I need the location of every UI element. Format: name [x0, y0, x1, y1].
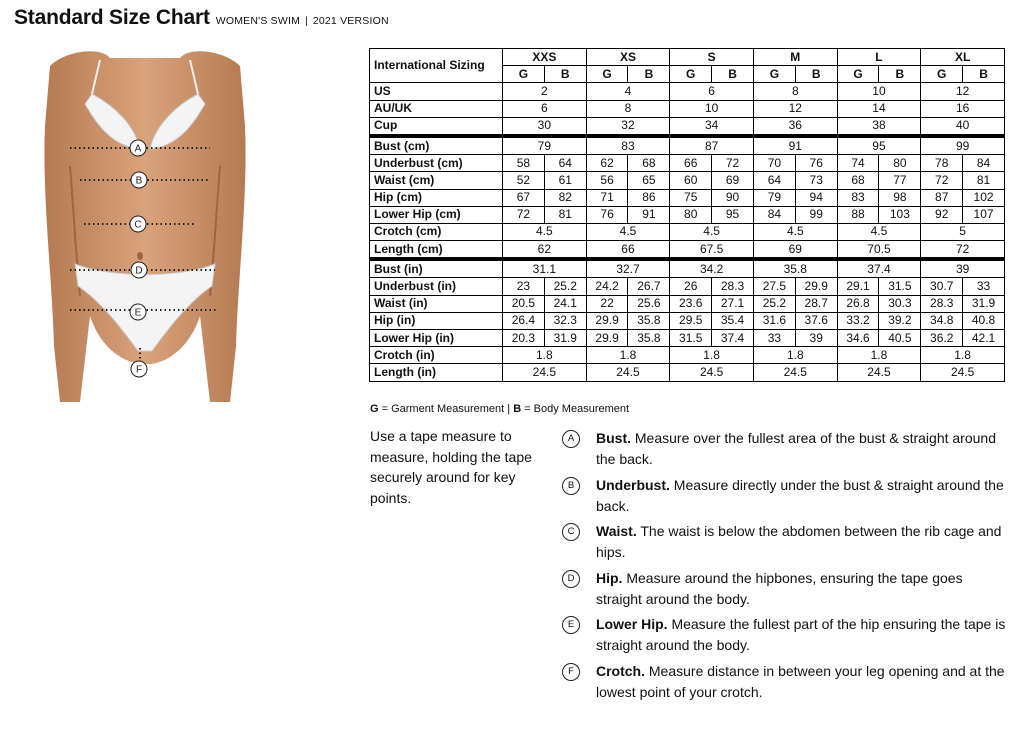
table-cell: 72	[503, 206, 545, 223]
table-cell: 66	[586, 241, 670, 260]
table-cell: 12	[753, 100, 837, 117]
instruction-description: Measure the fullest part of the hip ensuring the tape is straight around the body.	[596, 616, 1006, 653]
table-cell: 83	[837, 189, 879, 206]
table-cell: 73	[795, 172, 837, 189]
sub-label: G	[503, 66, 545, 83]
table-cell: 14	[837, 100, 921, 117]
table-cell: 4.5	[586, 223, 670, 240]
instruction-text	[596, 521, 1007, 563]
instruction-title: Underbust.	[596, 476, 670, 493]
table-cell: 69	[753, 241, 837, 260]
table-cell: 25.2	[544, 278, 586, 295]
instruction-description: Measure distance in between your leg opening and at the lowest point of your crotch.	[596, 662, 1005, 700]
table-cell: 78	[921, 155, 963, 172]
table-cell: 86	[628, 189, 670, 206]
instruction-description: Measure around the hipbones, ensuring the tape goes straight around the body.	[596, 569, 963, 607]
table-cell: 74	[837, 155, 879, 172]
figure-marker-c: C	[134, 219, 142, 231]
table-cell: 35.8	[628, 312, 670, 329]
measurement-instructions	[562, 428, 1007, 707]
table-cell: 84	[963, 155, 1005, 172]
legend-g-key: G	[370, 403, 379, 415]
table-cell: 1.8	[921, 347, 1005, 364]
table-cell: 24.5	[586, 364, 670, 381]
table-cell: 24.5	[503, 364, 587, 381]
table-cell: 32.7	[586, 259, 670, 278]
table-cell: 24.2	[586, 278, 628, 295]
instruction-title: Waist.	[596, 523, 637, 539]
table-cell: 99	[795, 206, 837, 223]
instruction-text	[596, 428, 1007, 470]
instruction-item	[562, 568, 1007, 615]
row-label: US	[370, 83, 503, 100]
table-row	[370, 136, 1005, 155]
table-cell: 25.6	[628, 295, 670, 312]
table-cell: 64	[753, 172, 795, 189]
row-label: Length (cm)	[370, 241, 503, 260]
instruction-title: Crotch.	[596, 662, 645, 679]
table-cell: 33.2	[837, 312, 879, 329]
table-cell: 28.3	[712, 278, 754, 295]
table-cell: 25.2	[753, 295, 795, 312]
table-cell: 10	[670, 100, 754, 117]
sub-label: B	[544, 66, 586, 83]
table-cell: 4.5	[670, 223, 754, 240]
size-header: XS	[586, 49, 670, 66]
instruction-description: Measure over the fullest area of the bust & straight around the back.	[596, 430, 996, 467]
instruction-item	[562, 475, 1007, 522]
table-cell: 103	[879, 206, 921, 223]
instruction-text	[596, 568, 1007, 610]
table-cell: 76	[795, 155, 837, 172]
instruction-title: Bust.	[596, 430, 631, 446]
table-cell: 34	[670, 117, 754, 136]
table-cell: 24.5	[753, 364, 837, 381]
table-cell: 28.7	[795, 295, 837, 312]
table-cell: 62	[586, 155, 628, 172]
table-cell: 61	[544, 172, 586, 189]
sub-label: B	[879, 66, 921, 83]
instruction-item	[562, 614, 1007, 661]
table-cell: 72	[921, 241, 1005, 260]
table-cell: 71	[586, 189, 628, 206]
sub-label: G	[670, 66, 712, 83]
table-row	[370, 206, 1005, 223]
instruction-marker: F	[562, 663, 580, 681]
table-cell: 4.5	[753, 223, 837, 240]
table-cell: 24.5	[670, 364, 754, 381]
sub-label: G	[753, 66, 795, 83]
figure-marker-d: D	[135, 265, 143, 277]
row-label: Cup	[370, 117, 503, 136]
table-cell: 4.5	[837, 223, 921, 240]
sub-label: G	[837, 66, 879, 83]
figure-marker-e: E	[134, 307, 142, 319]
row-label: Bust (in)	[370, 259, 503, 278]
table-cell: 33	[963, 278, 1005, 295]
version-label: 2021 VERSION	[312, 15, 389, 27]
sub-label: B	[712, 66, 754, 83]
table-cell: 31.1	[503, 259, 587, 278]
row-label: Lower Hip (cm)	[370, 206, 503, 223]
table-cell: 8	[753, 83, 837, 100]
table-cell: 29.9	[586, 330, 628, 347]
page-subtitle: WOMEN'S SWIM	[215, 15, 301, 27]
table-cell: 56	[586, 172, 628, 189]
table-cell: 20.5	[503, 295, 545, 312]
table-cell: 72	[921, 172, 963, 189]
table-row	[370, 312, 1005, 329]
table-cell: 1.8	[586, 347, 670, 364]
legend-g-text: = Garment Measurement	[378, 403, 508, 415]
table-row	[370, 172, 1005, 189]
instruction-marker: E	[562, 616, 580, 634]
table-cell: 80	[670, 206, 712, 223]
table-cell: 38	[837, 117, 921, 136]
table-cell: 68	[837, 172, 879, 189]
table-cell: 22	[586, 295, 628, 312]
table-cell: 37.6	[795, 312, 837, 329]
table-cell: 98	[879, 189, 921, 206]
table-header-row	[370, 49, 1005, 66]
sub-label: B	[795, 66, 837, 83]
instruction-text	[596, 661, 1007, 703]
table-cell: 77	[879, 172, 921, 189]
row-label: Underbust (cm)	[370, 155, 503, 172]
table-cell: 79	[753, 189, 795, 206]
table-row	[370, 83, 1005, 100]
table-cell: 39	[921, 259, 1005, 278]
table-cell: 31.5	[879, 278, 921, 295]
table-row	[370, 117, 1005, 136]
sub-label: G	[586, 66, 628, 83]
figure-marker-a: A	[134, 143, 142, 155]
table-cell: 29.1	[837, 278, 879, 295]
row-label: Length (in)	[370, 364, 503, 381]
table-cell: 40.8	[963, 312, 1005, 329]
table-cell: 34.8	[921, 312, 963, 329]
table-cell: 1.8	[837, 347, 921, 364]
instruction-description: The waist is below the abdomen between the rib cage and hips.	[596, 523, 1002, 560]
table-row	[370, 155, 1005, 172]
table-cell: 82	[544, 189, 586, 206]
table-cell: 68	[628, 155, 670, 172]
table-cell: 39.2	[879, 312, 921, 329]
table-cell: 66	[670, 155, 712, 172]
table-cell: 29.5	[670, 312, 712, 329]
table-cell: 69	[712, 172, 754, 189]
instruction-text	[596, 614, 1007, 656]
table-cell: 36	[753, 117, 837, 136]
instruction-marker: D	[562, 570, 580, 588]
table-cell: 32.3	[544, 312, 586, 329]
title-separator: |	[305, 15, 308, 27]
instruction-marker: A	[562, 430, 580, 448]
table-cell: 65	[628, 172, 670, 189]
table-row	[370, 241, 1005, 260]
table-cell: 107	[963, 206, 1005, 223]
table-cell: 29.9	[795, 278, 837, 295]
table-cell: 1.8	[670, 347, 754, 364]
table-cell: 28.3	[921, 295, 963, 312]
table-cell: 99	[921, 136, 1005, 155]
table-cell: 87	[921, 189, 963, 206]
legend-separator: |	[507, 403, 511, 415]
table-cell: 26.4	[503, 312, 545, 329]
table-cell: 80	[879, 155, 921, 172]
model-measurement-figure	[40, 46, 250, 402]
table-cell: 32	[586, 117, 670, 136]
row-label: Hip (cm)	[370, 189, 503, 206]
table-cell: 1.8	[753, 347, 837, 364]
table-cell: 83	[586, 136, 670, 155]
row-label: Bust (cm)	[370, 136, 503, 155]
table-cell: 6	[670, 83, 754, 100]
table-cell: 35.8	[628, 330, 670, 347]
table-cell: 91	[753, 136, 837, 155]
table-cell: 37.4	[837, 259, 921, 278]
table-cell: 42.1	[963, 330, 1005, 347]
table-cell: 67.5	[670, 241, 754, 260]
table-cell: 30.3	[879, 295, 921, 312]
table-cell: 37.4	[712, 330, 754, 347]
table-cell: 31.9	[544, 330, 586, 347]
instruction-item	[562, 661, 1007, 708]
size-header: XXS	[503, 49, 587, 66]
table-corner-label: International Sizing	[370, 49, 503, 83]
instruction-title: Hip.	[596, 569, 623, 586]
table-cell: 6	[503, 100, 587, 117]
figure-marker-b: B	[135, 175, 143, 187]
row-label: Waist (in)	[370, 295, 503, 312]
table-cell: 34.6	[837, 330, 879, 347]
intro-text: Use a tape measure to measure, holding the tape securely around for key points.	[370, 428, 532, 506]
size-chart-table	[369, 48, 1005, 382]
size-header: L	[837, 49, 921, 66]
table-cell: 30.7	[921, 278, 963, 295]
table-cell: 27.1	[712, 295, 754, 312]
table-cell: 81	[544, 206, 586, 223]
table-cell: 84	[753, 206, 795, 223]
table-cell: 26	[670, 278, 712, 295]
table-row	[370, 100, 1005, 117]
table-cell: 16	[921, 100, 1005, 117]
table-cell: 72	[712, 155, 754, 172]
table-cell: 24.5	[921, 364, 1005, 381]
instruction-item	[562, 521, 1007, 568]
instruction-title: Lower Hip.	[596, 616, 668, 632]
table-cell: 64	[544, 155, 586, 172]
row-label: Waist (cm)	[370, 172, 503, 189]
table-cell: 34.2	[670, 259, 754, 278]
table-cell: 31.5	[670, 330, 712, 347]
table-cell: 90	[712, 189, 754, 206]
table-cell: 67	[503, 189, 545, 206]
legend-b-text: = Body Measurement	[521, 403, 630, 415]
table-row	[370, 278, 1005, 295]
table-cell: 31.9	[963, 295, 1005, 312]
row-label: AU/UK	[370, 100, 503, 117]
table-cell: 36.2	[921, 330, 963, 347]
instruction-text	[596, 475, 1007, 517]
table-cell: 70.5	[837, 241, 921, 260]
page-title-block	[14, 6, 389, 30]
table-cell: 8	[586, 100, 670, 117]
table-cell: 75	[670, 189, 712, 206]
table-cell: 95	[712, 206, 754, 223]
measurement-legend	[370, 403, 629, 415]
table-cell: 23	[503, 278, 545, 295]
table-row	[370, 364, 1005, 381]
legend-b-key: B	[513, 403, 522, 415]
table-cell: 62	[503, 241, 587, 260]
table-cell: 76	[586, 206, 628, 223]
table-cell: 24.1	[544, 295, 586, 312]
table-cell: 30	[503, 117, 587, 136]
table-row	[370, 223, 1005, 240]
table-cell: 12	[921, 83, 1005, 100]
table-cell: 20.3	[503, 330, 545, 347]
sub-label: B	[628, 66, 670, 83]
table-cell: 4.5	[503, 223, 587, 240]
table-cell: 24.5	[837, 364, 921, 381]
sub-label: G	[921, 66, 963, 83]
size-header: S	[670, 49, 754, 66]
table-cell: 10	[837, 83, 921, 100]
table-cell: 58	[503, 155, 545, 172]
table-cell: 35.8	[753, 259, 837, 278]
table-cell: 40	[921, 117, 1005, 136]
table-cell: 40.5	[879, 330, 921, 347]
row-label: Crotch (in)	[370, 347, 503, 364]
table-cell: 88	[837, 206, 879, 223]
table-cell: 81	[963, 172, 1005, 189]
row-label: Crotch (cm)	[370, 223, 503, 240]
figure-marker-f: F	[135, 364, 143, 376]
table-row	[370, 295, 1005, 312]
table-cell: 31.6	[753, 312, 795, 329]
table-row	[370, 189, 1005, 206]
table-cell: 4	[586, 83, 670, 100]
table-cell: 2	[503, 83, 587, 100]
table-cell: 60	[670, 172, 712, 189]
row-label: Underbust (in)	[370, 278, 503, 295]
instruction-marker: B	[562, 477, 580, 495]
table-cell: 39	[795, 330, 837, 347]
table-cell: 79	[503, 136, 587, 155]
table-row	[370, 347, 1005, 364]
table-cell: 70	[753, 155, 795, 172]
table-cell: 94	[795, 189, 837, 206]
instruction-item	[562, 428, 1007, 475]
page-title: Standard Size Chart	[14, 6, 210, 29]
table-cell: 52	[503, 172, 545, 189]
table-cell: 87	[670, 136, 754, 155]
table-cell: 102	[963, 189, 1005, 206]
table-cell: 23.6	[670, 295, 712, 312]
sub-label: B	[963, 66, 1005, 83]
table-cell: 29.9	[586, 312, 628, 329]
table-row	[370, 330, 1005, 347]
size-header: M	[753, 49, 837, 66]
table-cell: 92	[921, 206, 963, 223]
row-label: Lower Hip (in)	[370, 330, 503, 347]
table-cell: 1.8	[503, 347, 587, 364]
table-row	[370, 259, 1005, 278]
table-cell: 26.8	[837, 295, 879, 312]
table-cell: 91	[628, 206, 670, 223]
instruction-description: Measure directly under the bust & straight around the back.	[596, 476, 1004, 514]
size-header: XL	[921, 49, 1005, 66]
table-cell: 5	[921, 223, 1005, 240]
row-label: Hip (in)	[370, 312, 503, 329]
instruction-marker: C	[562, 523, 580, 541]
table-cell: 27.5	[753, 278, 795, 295]
table-cell: 26.7	[628, 278, 670, 295]
table-cell: 95	[837, 136, 921, 155]
table-cell: 35.4	[712, 312, 754, 329]
table-cell: 33	[753, 330, 795, 347]
